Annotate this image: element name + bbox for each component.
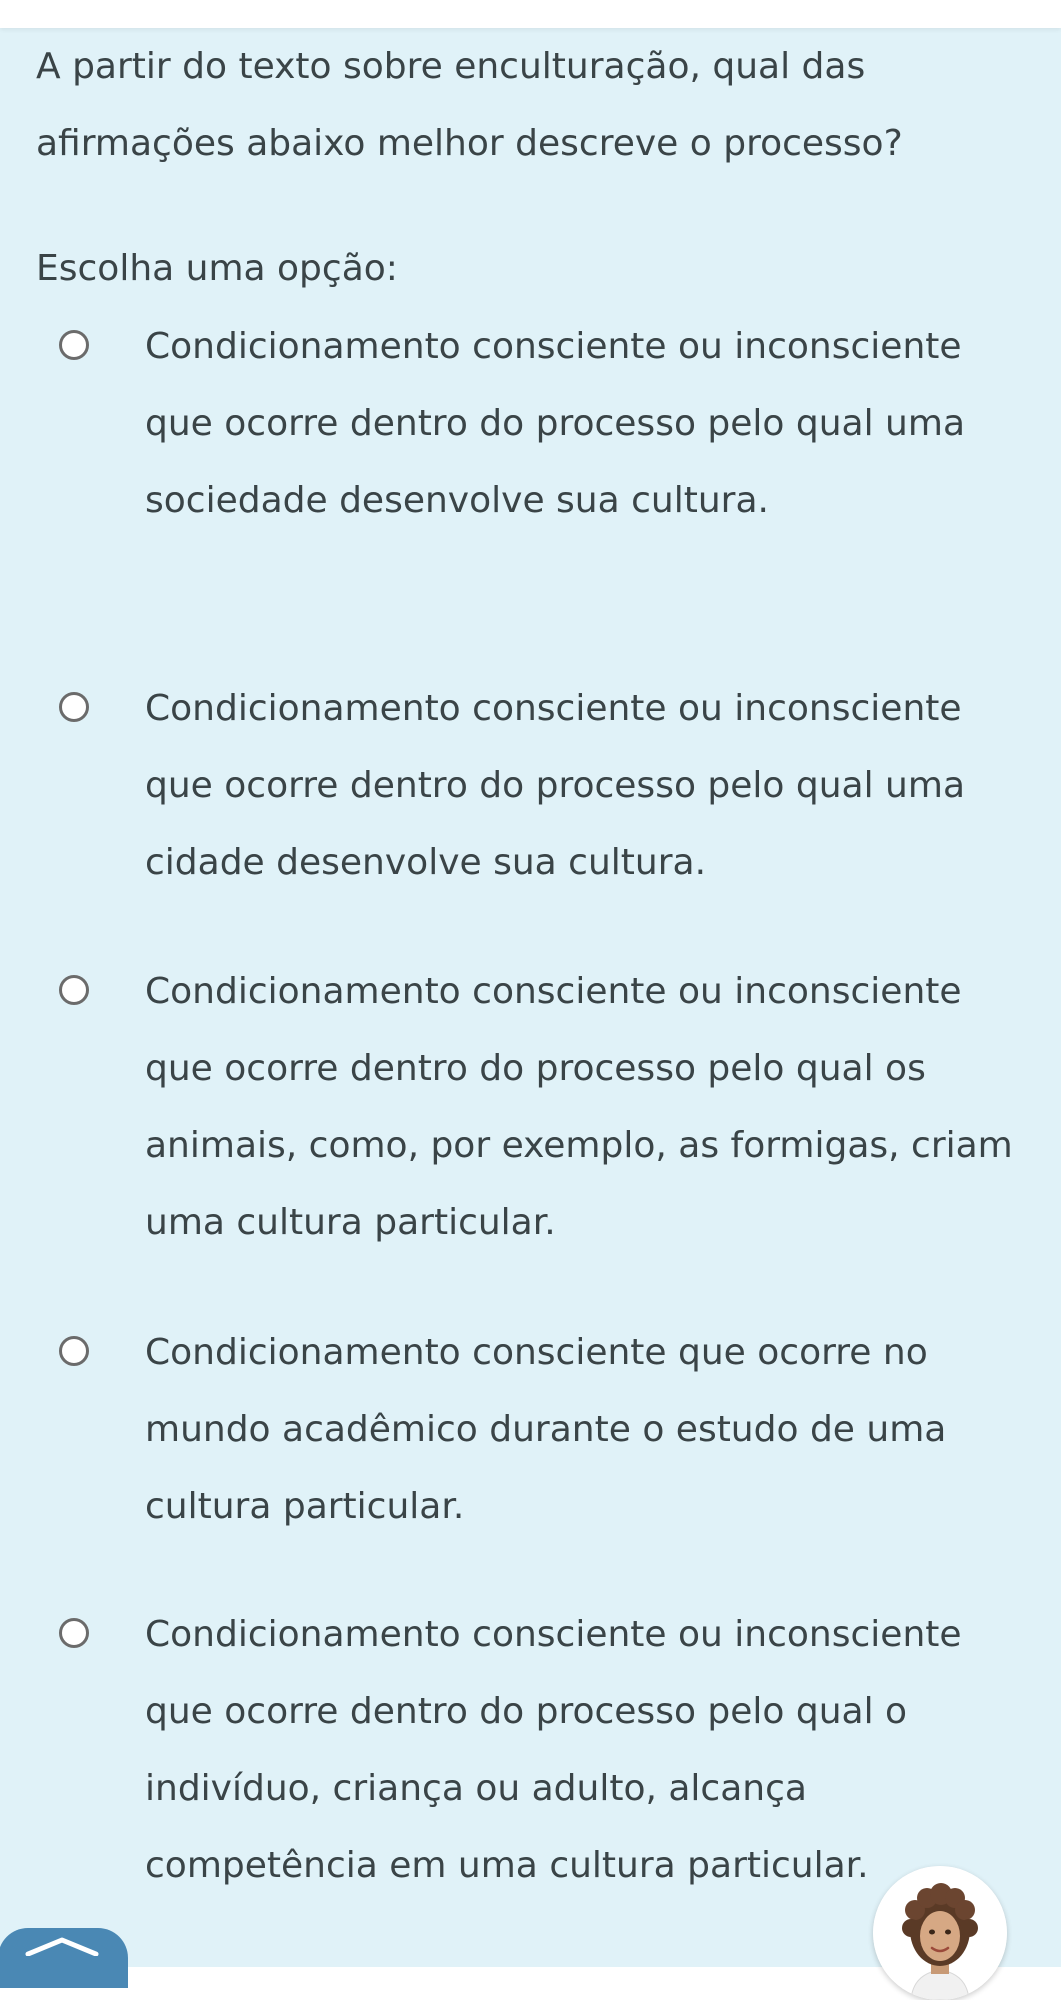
answer-option-3[interactable] (56, 953, 1016, 1261)
answer-option-1[interactable] (56, 308, 1016, 539)
radio-button-1[interactable] (59, 330, 89, 360)
answer-option-2[interactable] (56, 670, 1016, 901)
answer-option-2-label: Condicionamento consciente ou inconsciente que ocorre dentro do processo pelo qual uma cidade desenvolve sua cultura. (145, 688, 966, 883)
radio-button-3[interactable] (59, 975, 89, 1005)
question-text: A partir do texto sobre enculturação, qual das afirmações abaixo melhor descreve o processo? (36, 46, 903, 164)
radio-button-2[interactable] (59, 692, 89, 722)
answer-option-1-label: Condicionamento consciente ou inconsciente que ocorre dentro do processo pelo qual uma sociedade desenvolve sua cultura. (145, 326, 966, 521)
scroll-up-tab[interactable] (0, 1928, 128, 1988)
choose-option-prompt: Escolha uma opção: (36, 248, 398, 289)
answer-option-4-label: Condicionamento consciente que ocorre no mundo acadêmico durante o estudo de uma cultura particular. (145, 1332, 947, 1527)
chevron-up-icon (24, 1936, 100, 1956)
answer-option-4[interactable] (56, 1314, 1016, 1545)
radio-button-5[interactable] (59, 1618, 89, 1648)
answer-option-5[interactable] (56, 1596, 1016, 1904)
answer-option-3-label: Condicionamento consciente ou inconsciente que ocorre dentro do processo pelo qual os animais, como, por exemplo, as formigas, criam uma cultura particular. (145, 971, 1013, 1243)
answer-option-5-label: Condicionamento consciente ou inconsciente que ocorre dentro do processo pelo qual o indivíduo, criança ou adulto, alcança competência em uma cultura particular. (145, 1614, 962, 1886)
top-bar (0, 0, 1061, 28)
radio-button-4[interactable] (59, 1336, 89, 1366)
assistant-avatar-icon (873, 1866, 1007, 2000)
assistant-avatar-button[interactable] (873, 1866, 1007, 2000)
